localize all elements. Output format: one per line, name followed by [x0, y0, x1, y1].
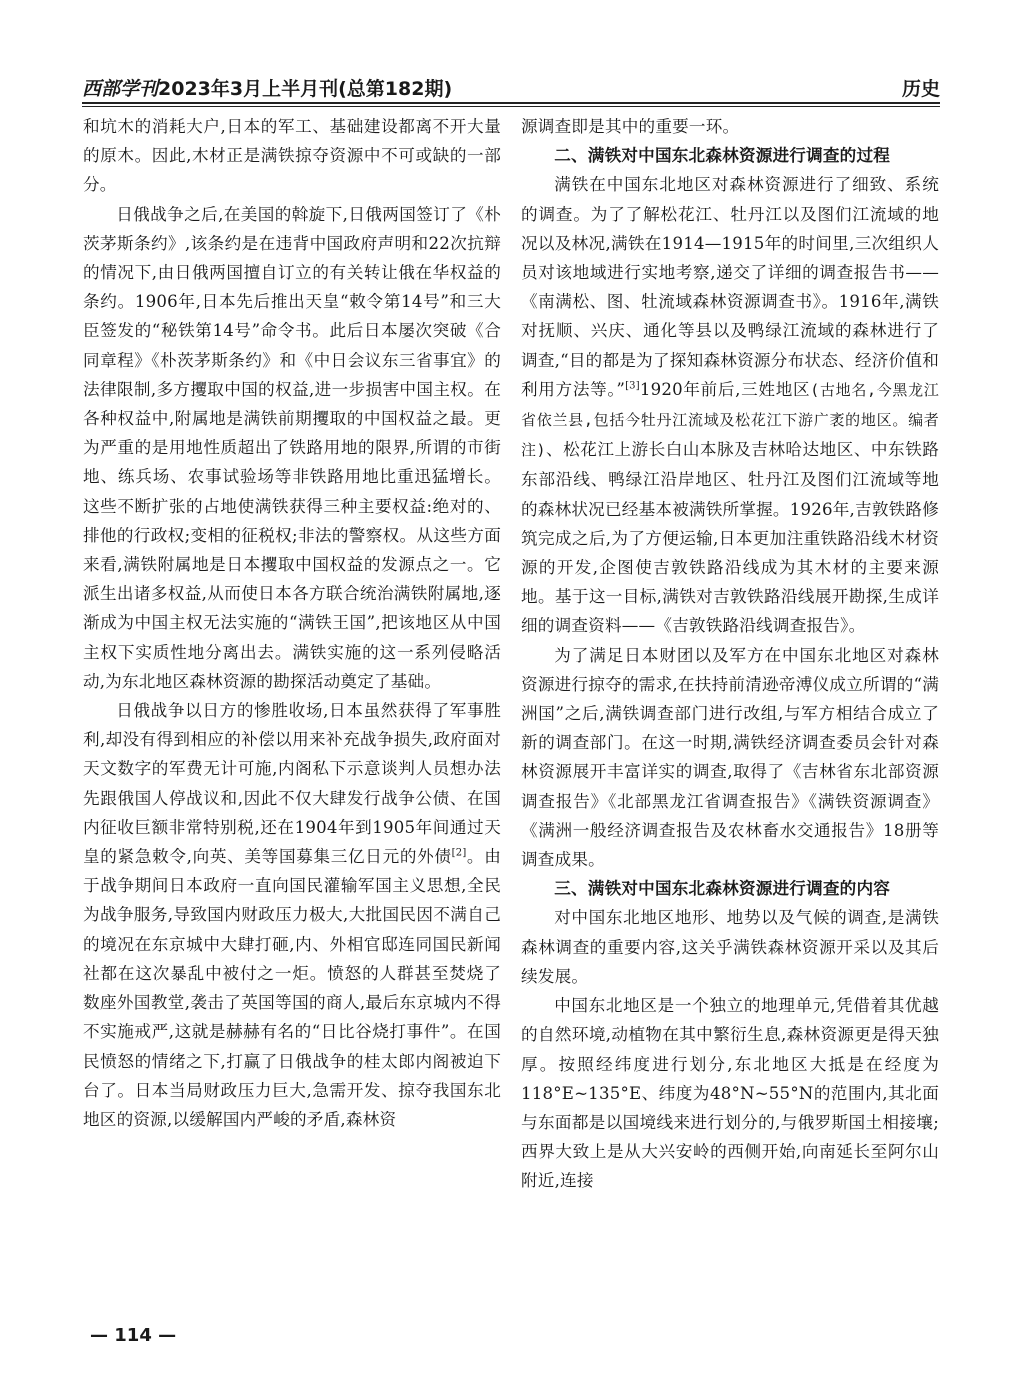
editor-note: (古地名,今黑龙江省依兰县,包括今牡丹江流域及松花江下游广袤的地区。编者注): [521, 380, 939, 460]
section-heading: 三、满铁对中国东北森林资源进行调查的内容: [554, 879, 891, 899]
citation-ref: [3]: [625, 380, 640, 392]
journal-masthead: 西部学刊: [82, 78, 159, 100]
paragraph-continued: 和坑木的消耗大户,日本的军工、基础建设都离不开大量的原木。因此,木材正是满铁掠夺资源中不可或缺的一部分。: [83, 117, 501, 195]
paragraph-continued: 源调查即是其中的重要一环。: [521, 117, 740, 136]
running-header: [82, 72, 940, 102]
paragraph-text: 。由于战争期间日本政府一直向国民灌输军国主义思想,全民为战争服务,导致国内财政压力极大,大批国民因不满自己的境况在东京城中大肆打砸,内、外相官邸连同国民新闻社都在这次暴乱中被付之一炬。愤怒的人群甚至焚烧了数座外国教堂,袭击了英国等国的商人,最后东京城内不得不实施戒严,这就是赫赫有名的“日比谷烧打事件”。在国民愤怒的情绪之下,打赢了日俄战争的桂太郎内阁被迫下台了。日本当局财政压力巨大,急需开发、掠夺我国东北地区的资源,以缓解国内严峻的矛盾,森林资: [83, 847, 501, 1129]
section-label: 历史: [901, 78, 940, 100]
page-number: — 114 —: [90, 1325, 177, 1346]
section-heading: 二、满铁对中国东北森林资源进行调查的过程: [554, 146, 891, 166]
paragraph: 中国东北地区是一个独立的地理单元,凭借着其优越的自然环境,动植物在其中繁衍生息,森林资源更是得天独厚。按照经纬度进行划分,东北地区大抵是在经度为118°E~135°E、纬度为48°N~55°N的范围内,其北面与东面都是以国境线来进行划分的,与俄罗斯国土相接壤;西界大致上是从大兴安岭的西侧开始,向南延长至阿尔山附近,连接: [521, 996, 939, 1191]
paragraph: [83, 696, 501, 1134]
header-rule: [82, 102, 940, 104]
paragraph: 为了满足日本财团以及军方在中国东北地区对森林资源进行掠夺的需求,在扶持前清逊帝溥仪成立所谓的“满洲国”之后,满铁调查部门进行改组,与军方相结合成立了新的调查部门。在这一时期,满铁经济调查委员会针对森林资源展开丰富详实的调查,取得了《吉林省东北部资源调查报告》《北部黑龙江省调查报告》《满铁资源调查》《满洲一般经济调查报告及农林畜水交通报告》18册等调查成果。: [521, 645, 939, 870]
journal-issue: 2023年3月上半月刊(总第182期): [158, 78, 453, 100]
paragraph-text: 日俄战争以日方的惨胜收场,日本虽然获得了军事胜利,却没有得到相应的补偿以用来补充战争损失,政府面对天文数字的军费无计可施,内阁私下示意谈判人员想办法先跟俄国人停战议和,因此不仅大肆发行战争公债、在国内征收巨额非常特别税,还在1904年到1905年间通过天皇的紧急敕令,向英、美等国募集三亿日元的外债: [83, 701, 501, 867]
right-column: [521, 112, 939, 1196]
left-column: [83, 112, 501, 1134]
paragraph-text: 满铁在中国东北地区对森林资源进行了细致、系统的调查。为了了解松花江、牡丹江以及图们江流域的地况以及林况,满铁在1914—1915年的时间里,三次组织人员对该地域进行实地考察,递交了详细的调查报告书——《南满松、图、牡流域森林资源调查书》。1916年,满铁对抚顺、兴庆、通化等县以及鸭绿江流域的森林进行了调查,“目的都是为了探知森林资源分布状态、经济价值和利用方法等。”: [521, 175, 939, 399]
header-rule-thin: [82, 106, 940, 107]
citation-ref: [2]: [451, 847, 467, 859]
paragraph-text: 、松花江上游长白山本脉及吉林哈达地区、中东铁路东部沿线、鸭绿江沿岸地区、牡丹江及图们江流域等地的森林状况已经基本被满铁所掌握。1926年,吉敦铁路修筑完成之后,为了方便运输,日本更加注重铁路沿线木材资源的开发,企图使吉敦铁路沿线成为其木材的主要来源地。基于这一目标,满铁对吉敦铁路沿线展开勘探,生成详细的调查资料——《吉敦铁路沿线调查报告》。: [521, 440, 939, 636]
paragraph-text: 1920年前后,三姓地区: [639, 379, 811, 399]
paragraph: [521, 170, 939, 640]
journal-title: [82, 74, 452, 101]
paragraph: 日俄战争之后,在美国的斡旋下,日俄两国签订了《朴茨茅斯条约》,该条约是在违背中国政府声明和22次抗辩的情况下,由日俄两国擅自订立的有关转让俄在华权益的条约。1906年,日本先后推出天皇“敕令第14号”和三大臣签发的“秘铁第14号”命令书。此后日本屡次突破《合同章程》《朴茨茅斯条约》和《中日会议东三省事宜》的法律限制,多方攫取中国的权益,进一步损害中国主权。在各种权益中,附属地是满铁前期攫取的中国权益之最。更为严重的是用地性质超出了铁路用地的限界,所谓的市街地、练兵场、农事试验场等非铁路用地比重迅猛增长。这些不断扩张的占地使满铁获得三种主要权益:绝对的、排他的行政权;变相的征税权;非法的警察权。从这些方面来看,满铁附属地是日本攫取中国权益的发源点之一。它派生出诸多权益,从而使日本各方联合统治满铁附属地,逐渐成为中国主权无法实施的“满铁王国”,把该地区从中国主权下实质性地分离出去。满铁实施的这一系列侵略活动,为东北地区森林资源的勘探活动奠定了基础。: [83, 204, 501, 691]
paragraph: 对中国东北地区地形、地势以及气候的调查,是满铁森林调查的重要内容,这关乎满铁森林资源开采以及其后续发展。: [521, 908, 939, 986]
